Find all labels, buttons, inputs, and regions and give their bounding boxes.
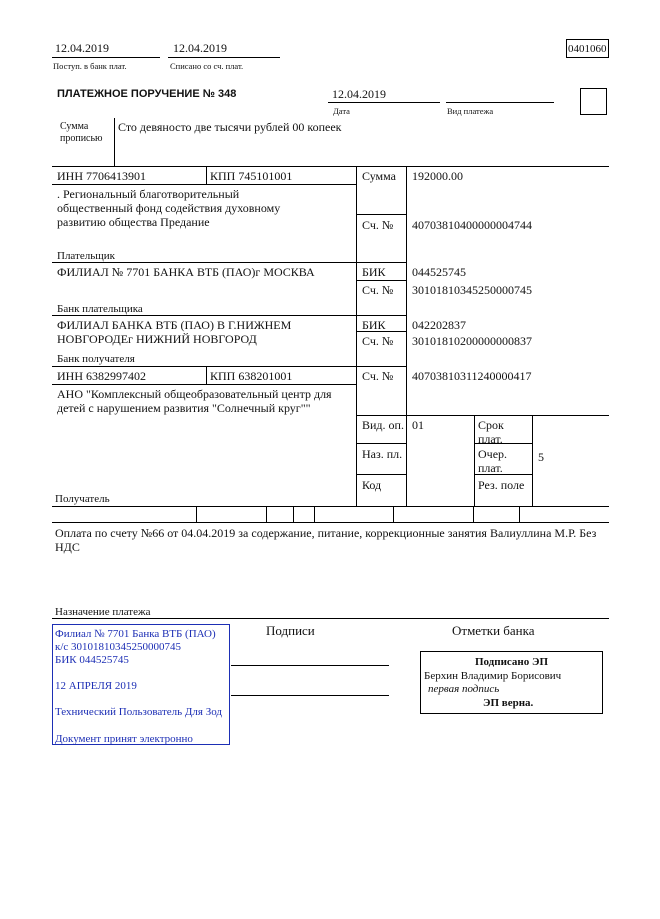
stamp-line-5: Технический Пользователь Для Зод — [55, 706, 223, 718]
payee-bank-label: Банк получателя — [57, 353, 135, 365]
date-received-label: Поступ. в банк плат. — [53, 61, 127, 71]
signature-type: первая подпись — [428, 683, 500, 695]
payer-sum-label: Сумма — [362, 169, 396, 183]
rez-label: Рез. поле — [478, 478, 525, 492]
payer-bank-label: Банк плательщика — [57, 303, 143, 315]
payee-bank-acct-label: Сч. № — [362, 334, 394, 348]
stamp-line-4: 12 АПРЕЛЯ 2019 — [55, 680, 137, 692]
esign-verified: ЭП верна. — [483, 697, 534, 709]
order-date: 12.04.2019 — [332, 87, 386, 101]
stamp-line-1: Филиал № 7701 Банка ВТБ (ПАО) — [55, 628, 216, 640]
ocher-value: 5 — [538, 450, 544, 464]
payer-name: . Региональный благотворительный общественный фонд содействия духовному развитию общества Предание — [57, 187, 281, 229]
payer-bank-bik-label: БИК — [362, 265, 386, 279]
payee-name: АНО "Комплексный общеобразовательный центр для детей с нарушением развития "Солнечный круг"" — [57, 387, 332, 415]
payee-label: Получатель — [55, 493, 110, 505]
payer-bank-acct-value: 30101810345250000745 — [412, 283, 532, 297]
payee-inn: ИНН 6382997402 — [57, 369, 146, 383]
page-title: ПЛАТЕЖНОЕ ПОРУЧЕНИЕ № 348 — [57, 88, 237, 100]
srok-label: Срок плат. — [478, 418, 504, 446]
ocher-label: Очер. плат. — [478, 447, 508, 475]
signatures-label: Подписи — [266, 623, 315, 638]
form-code: 0401060 — [568, 43, 607, 55]
vid-op-label: Вид. оп. — [362, 418, 404, 432]
payee-kpp: КПП 638201001 — [210, 369, 293, 383]
amount-words-label: Сумма прописью — [60, 121, 103, 144]
payee-bank-acct-value: 30101810200000000837 — [412, 334, 532, 348]
payer-bank-bik-value: 044525745 — [412, 265, 466, 279]
stamp-line-3: БИК 044525745 — [55, 654, 129, 666]
date-debited: 12.04.2019 — [173, 41, 227, 55]
signer-name: Берхин Владимир Борисович — [424, 670, 562, 682]
date-debited-label: Списано со сч. плат. — [170, 61, 244, 71]
kod-label: Код — [362, 478, 382, 492]
payer-label: Плательщик — [57, 250, 115, 262]
bank-marks-label: Отметки банка — [452, 623, 535, 638]
payment-purpose-label: Назначение платежа — [55, 606, 151, 618]
payer-sum-value: 192000.00 — [412, 169, 463, 183]
payer-acct-label: Сч. № — [362, 218, 394, 232]
order-date-label: Дата — [333, 106, 350, 116]
payment-code-box — [580, 88, 607, 115]
payer-acct-value: 40703810400000004744 — [412, 218, 532, 232]
payer-kpp: КПП 745101001 — [210, 169, 293, 183]
stamp-line-6: Документ принят электронно — [55, 733, 193, 745]
amount-words-value: Сто девяносто две тысячи рублей 00 копеек — [118, 120, 342, 134]
payer-bank-acct-label: Сч. № — [362, 283, 394, 297]
payer-inn: ИНН 7706413901 — [57, 169, 146, 183]
payment-purpose: Оплата по счету №66 от 04.04.2019 за содержание, питание, коррекционные занятия Валиуллина М.Р. Без НДС — [55, 526, 597, 554]
date-received: 12.04.2019 — [55, 41, 109, 55]
stamp-line-2: к/с 30101810345250000745 — [55, 641, 182, 653]
payment-type-label: Вид платежа — [447, 106, 494, 116]
payee-acct-label: Сч. № — [362, 369, 394, 383]
vid-op-value: 01 — [412, 418, 424, 432]
naz-pl-label: Наз. пл. — [362, 447, 403, 461]
payer-bank-name: ФИЛИАЛ № 7701 БАНКА ВТБ (ПАО)г МОСКВА — [57, 265, 315, 279]
payee-bank-bik-value: 042202837 — [412, 318, 466, 332]
esign-title: Подписано ЭП — [474, 656, 549, 668]
payee-bank-name: ФИЛИАЛ БАНКА ВТБ (ПАО) В Г.НИЖНЕМ НОВГОРОДЕг НИЖНИЙ НОВГОРОД — [57, 318, 292, 346]
payee-bank-bik-label: БИК — [362, 318, 386, 332]
payee-acct-value: 40703810311240000417 — [412, 369, 532, 383]
